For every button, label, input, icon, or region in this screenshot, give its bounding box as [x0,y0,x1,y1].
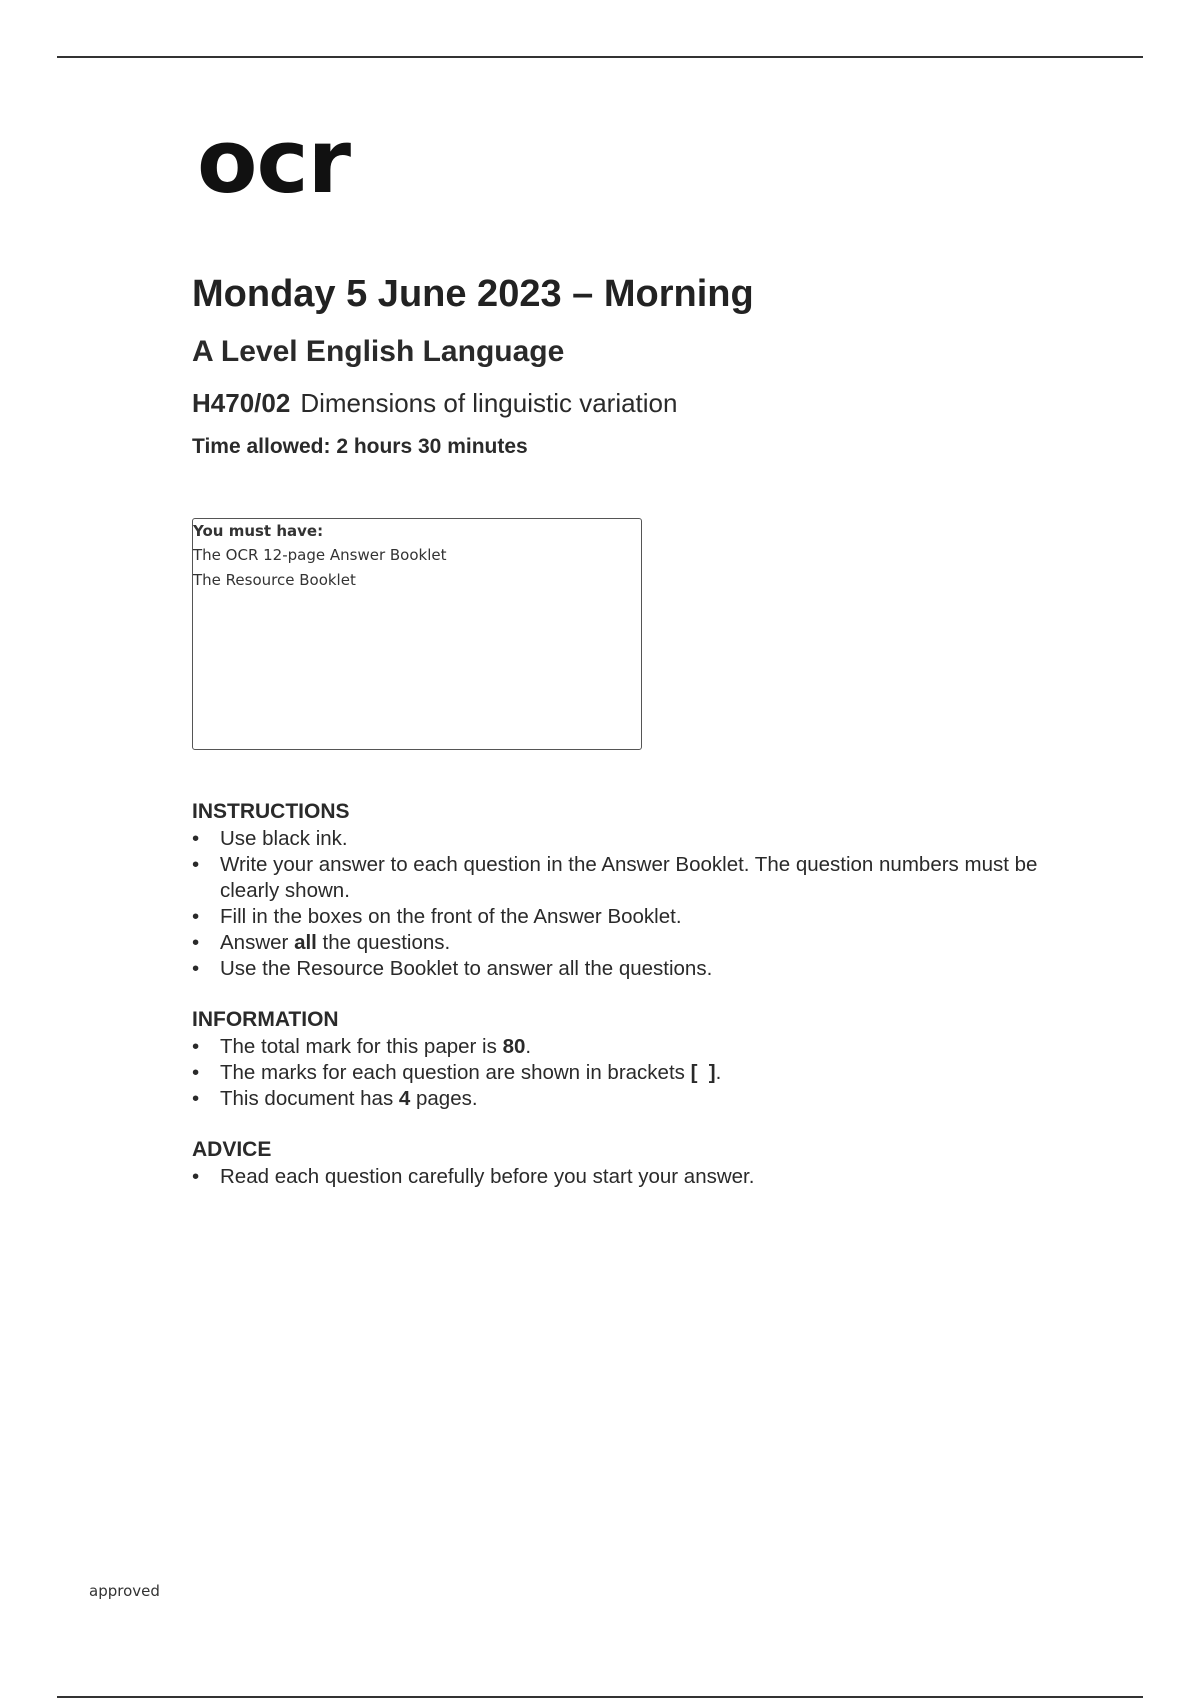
list-item: • Write your answer to each question in the Answer Booklet. The question numbers must be clearly shown. [192,853,1038,902]
must-have-item: The OCR 12-page Answer Booklet [193,546,447,564]
list-item: • This document has 4 pages. [192,1087,478,1110]
bullet-icon: • [192,853,200,876]
ocr-logo: ocr [197,110,351,213]
information-section [192,1008,1092,1112]
list-item: • Read each question carefully before you start your answer. [192,1165,755,1188]
unit-line [192,388,1092,419]
bullet-icon: • [192,827,200,850]
top-rule [57,56,1143,58]
unit-code: H470/02 [192,387,291,418]
instructions-heading: INSTRUCTIONS [192,800,350,823]
exam-date: Monday 5 June 2023 – Morning [192,273,754,315]
must-have-box [192,518,642,750]
approved-label: approved [89,1582,160,1600]
list-item: • Answer all the questions. [192,931,451,954]
must-have-item: The Resource Booklet [193,571,356,589]
bullet-icon: • [192,1087,200,1110]
instructions-list [192,826,1092,982]
bottom-rule [57,1696,1143,1698]
instructions-section [192,800,1092,982]
bullet-icon: • [192,1035,200,1058]
bullet-icon: • [192,957,200,980]
advice-section [192,1138,1092,1190]
list-item: • Use black ink. [192,827,348,850]
exam-header [192,272,1092,459]
bullet-icon: • [192,1165,200,1188]
bullet-icon: • [192,1061,200,1084]
unit-title: Dimensions of linguistic variation [300,387,678,418]
list-item: • Fill in the boxes on the front of the Answer Booklet. [192,905,682,928]
information-heading: INFORMATION [192,1008,339,1031]
advice-list [192,1164,1092,1190]
advice-heading: ADVICE [192,1138,272,1161]
information-list [192,1034,1092,1112]
list-item: • The total mark for this paper is 80. [192,1035,532,1058]
bullet-icon: • [192,905,200,928]
qualification-title: A Level English Language [192,334,565,368]
time-allowed: Time allowed: 2 hours 30 minutes [192,434,528,458]
must-have-heading: You must have: [193,522,324,540]
list-item: • The marks for each question are shown in brackets [ ]. [192,1061,722,1084]
list-item: • Use the Resource Booklet to answer all the questions. [192,957,713,980]
bullet-icon: • [192,931,200,954]
